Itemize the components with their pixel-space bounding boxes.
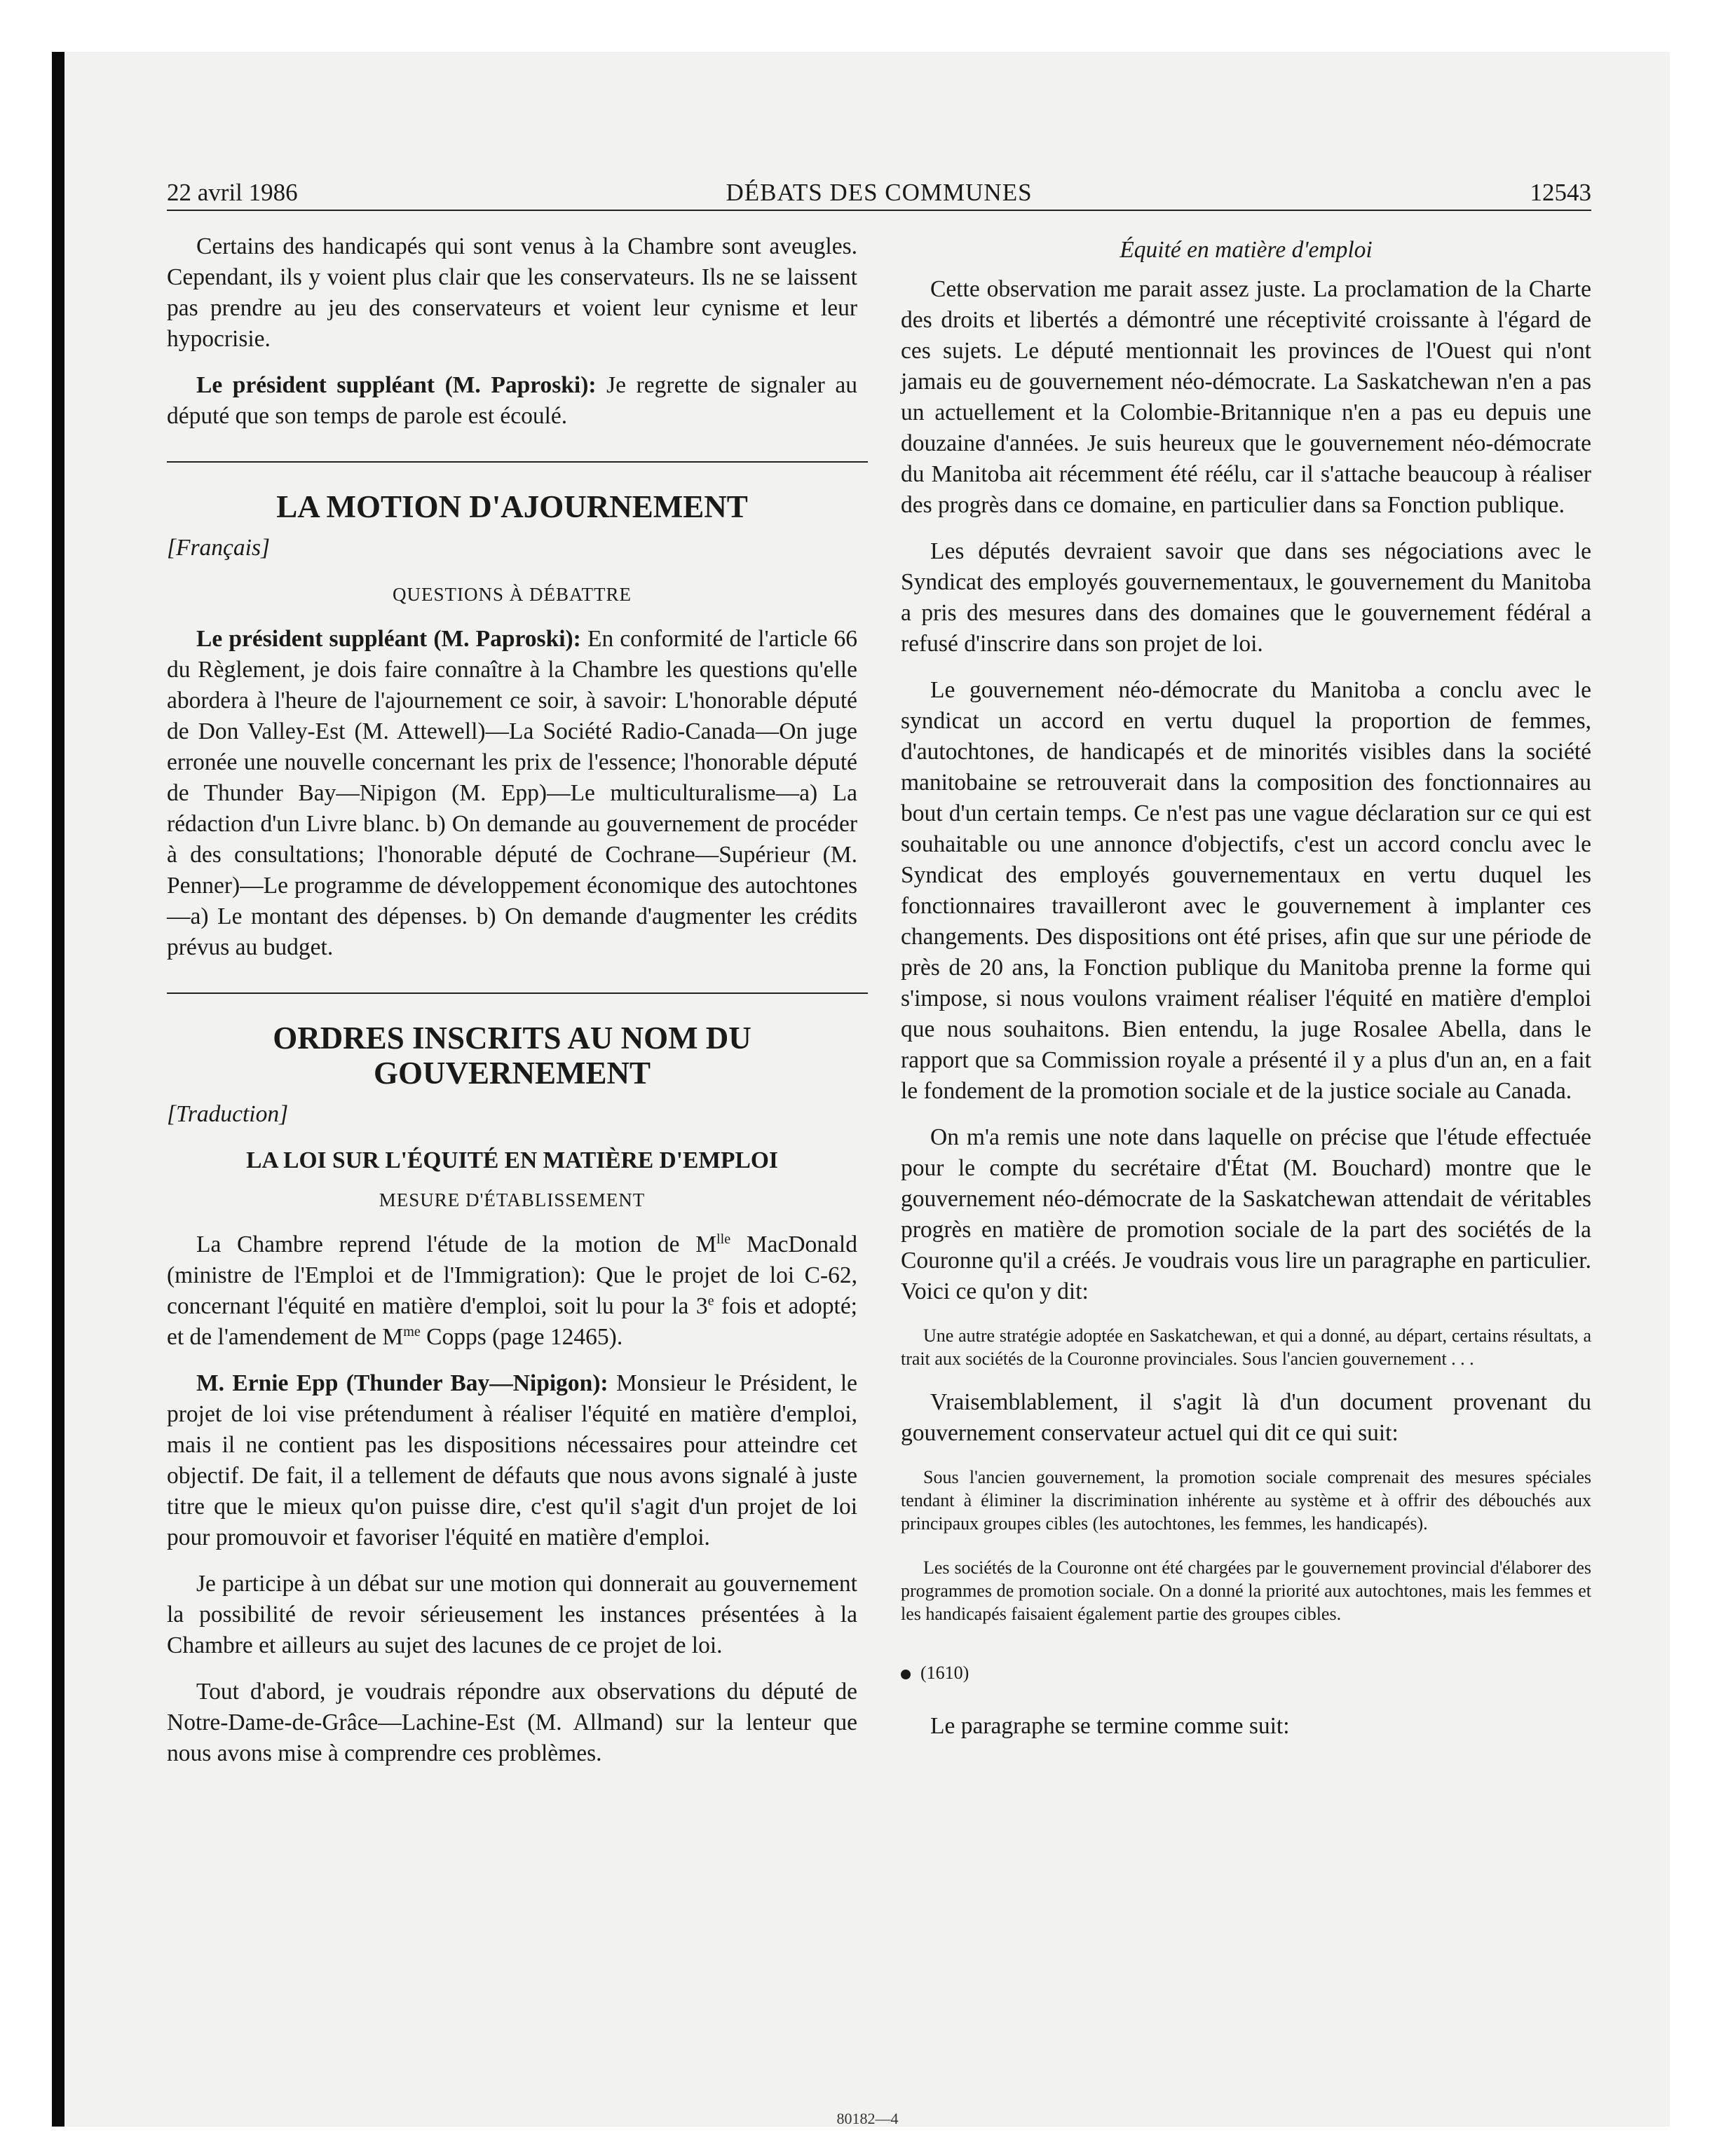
paragraph: Vraisemblablement, il s'agit là d'un document provenant du gouvernement conservateur actuel qui dit ce qui suit: [901,1389,1591,1446]
paragraph: On m'a remis une note dans laquelle on précise que l'étude effectuée pour le compte du secrétaire d'État (M. Bouchard) montre que le gouvernement néo-démocrate de la Saskatchewan attendait de véritables progrès en matière de promotion sociale de la part des sociétés de la Couronne qu'il a créés. Je voudrais vous lire un paragraphe en particulier. Voici ce qu'on y dit: [901,1124,1591,1304]
header-date: 22 avril 1986 [167,179,298,206]
superscript: e [707,1292,714,1309]
section-rule [167,992,868,994]
paragraph [167,370,857,432]
header-title: DÉBATS DES COMMUNES [726,179,1033,206]
text-run: MacDonald (ministre de l'Emploi et de l'Immigration): Que le projet de loi C-62, concernant l'équité en matière d'emploi, soit lu pour la 3 [167,1231,857,1319]
language-tag: [Français] [167,535,271,561]
bill-title: LA LOI SUR L'ÉQUITÉ EN MATIÈRE D'EMPLOI [246,1147,778,1173]
running-head [167,175,1591,210]
section-title-line: ORDRES INSCRITS AU NOM DU [273,1021,751,1056]
header-rule [167,210,1591,211]
section-rule [167,461,868,463]
superscript: me [403,1323,421,1339]
paragraph: Le paragraphe se termine comme suit: [930,1713,1290,1739]
speech-text: Je regrette de signaler au député que son temps de parole est écoulé. [167,372,857,429]
speaker-name: M. Ernie Epp (Thunder Bay—Nipigon): [196,1370,608,1396]
subheading: QUESTIONS À DÉBATTRE [393,584,632,605]
paragraph: Certains des handicapés qui sont venus à la Chambre sont aveugles. Cependant, ils y voient plus clair que les conservateurs. Ils ne se laissent pas prendre au jeu des conservateurs et voient leur cynisme et leur hypocrisie. [167,233,857,352]
print-code: 80182—4 [836,2110,899,2127]
paragraph: Les députés devraient savoir que dans ses négociations avec le Syndicat des employés gouvernementaux, le gouvernement du Manitoba a pris des mesures dans des domaines que le gouvernement fédéral a refusé d'inscrire dans son projet de loi. [901,538,1591,657]
section-title [167,1021,857,1091]
speech-text: Monsieur le Président, le projet de loi vise prétendument à réaliser l'équité en matière d'emploi, mais il ne contient pas les dispositions nécessaires pour atteindre cet objectif. De fait, il a tellement de défauts que nous avons signalé à juste titre que le mieux qu'on puisse dire, c'est qu'il s'agit d'un projet de loi pour promouvoir et favoriser l'équité en matière d'emploi. [167,1370,857,1550]
speaker-name: Le président suppléant (M. Paproski): [196,372,597,398]
header-page-number: 12543 [1530,179,1591,206]
time-marker-text: (1610) [920,1663,969,1683]
text-run: La Chambre reprend l'étude de la motion de M [196,1231,717,1257]
section-title-line: GOUVERNEMENT [373,1056,651,1091]
paragraph [167,624,857,963]
paragraph: Le gouvernement néo-démocrate du Manitoba a conclu avec le syndicat un accord en vertu duquel la proportion de femmes, d'autochtones, de handicapés et de minorités visibles dans la société manitobaine se retrouverait dans la composition des fonctionnaires au bout d'un certain temps. Ce n'est pas une vague déclaration sur ce qui est souhaitable ou une annonce d'objectifs, c'est un accord conclu avec le Syndicat des employés gouvernementaux en vertu duquel les fonctionnaires travailleront avec le gouvernement à implanter ces changements. Des dispositions ont été prises, afin que sur une période de près de 20 ans, la Fonction publique du Manitoba prenne la forme qui s'impose, si nous voulons vraiment réaliser l'équité en matière d'emploi que nous souhaitons. Bien entendu, la juge Rosalee Abella, dans le rapport que sa Commission royale a présenté il y a plus d'un an, en a fait le fondement de la promotion sociale et de la justice sociale au Canada. [901,677,1591,1104]
paragraph: Tout d'abord, je voudrais répondre aux observations du député de Notre-Dame-de-Grâce—Lachine-Est (M. Allmand) sur la lenteur que nous avons mise à comprendre ces problèmes. [167,1679,857,1766]
speech-text: En conformité de l'article 66 du Règlement, je dois faire connaître à la Chambre les questions qu'elle abordera à l'heure de l'ajournement ce soir, à savoir: L'honorable député de Don Valley-Est (M. Attewell)—La Société Radio-Canada—On juge erronée une nouvelle concernant les prix de l'essence; l'honorable député de Thunder Bay—Nipigon (M. Epp)—Le multiculturalisme—a) La rédaction d'un Livre blanc. b) On demande au gouvernement de procéder à des consultations; l'honorable député de Cochrane—Supérieur (M. Penner)—Le programme de développement économique des autochtones—a) Le montant des dépenses. b) On demande d'augmenter les crédits prévus au budget. [167,626,857,960]
bullet-icon [901,1670,911,1679]
section-title: LA MOTION D'AJOURNEMENT [276,489,748,524]
text-run: Copps (page 12465). [420,1324,623,1350]
text-run: fois et adopté; et de l'amendement de M [167,1293,857,1350]
block-quote: Sous l'ancien gouvernement, la promotion sociale comprenait des mesures spéciales tendant à éliminer la discrimination inhérente au système et à offrir des débouchés aux principaux groupes cibles (les autochtones, les femmes, les handicapés). [901,1467,1591,1534]
block-quote: Les sociétés de la Couronne ont été chargées par le gouvernement provincial d'élaborer des programmes de promotion sociale. On a donné la priorité aux autochtones, mais les femmes et les handicapés faisaient également partie des groupes cibles. [901,1557,1591,1624]
block-quote: Une autre stratégie adoptée en Saskatchewan, et qui a donné, au départ, certains résultats, a trait aux sociétés de la Couronne provinciales. Sous l'ancien gouvernement . . . [901,1325,1591,1369]
scan-edge [52,52,64,2127]
paragraph [167,1229,857,1353]
paragraph: Je participe à un débat sur une motion qui donnerait au gouvernement la possibilité de revoir sérieusement les instances présentées à la Chambre et ailleurs au sujet des lacunes de ce projet de loi. [167,1571,857,1658]
left-column [167,231,857,1769]
column-header: Équité en matière d'emploi [1120,237,1373,263]
paragraph [167,1368,857,1553]
subheading: MESURE D'ÉTABLISSEMENT [379,1189,646,1210]
speaker-name: Le président suppléant (M. Paproski): [196,626,581,652]
time-marker [901,1658,1591,1688]
superscript: lle [716,1231,731,1247]
right-column [901,235,1591,1742]
paragraph: Cette observation me parait assez juste. La proclamation de la Charte des droits et libertés a démontré une réceptivité croissante à l'égard de ces sujets. Le député mentionnait les provinces de l'Ouest qui n'ont jamais eu de gouvernement néo-démocrate. La Saskatchewan n'en a pas un actuellement et la Colombie-Britannique n'en a pas eu depuis une douzaine d'années. Je suis heureux que le gouvernement néo-démocrate du Manitoba ait récemment été réélu, car il s'attache beaucoup à réaliser des progrès dans ce domaine, en particulier dans sa Fonction publique. [901,276,1591,518]
language-tag: [Traduction] [167,1101,289,1127]
